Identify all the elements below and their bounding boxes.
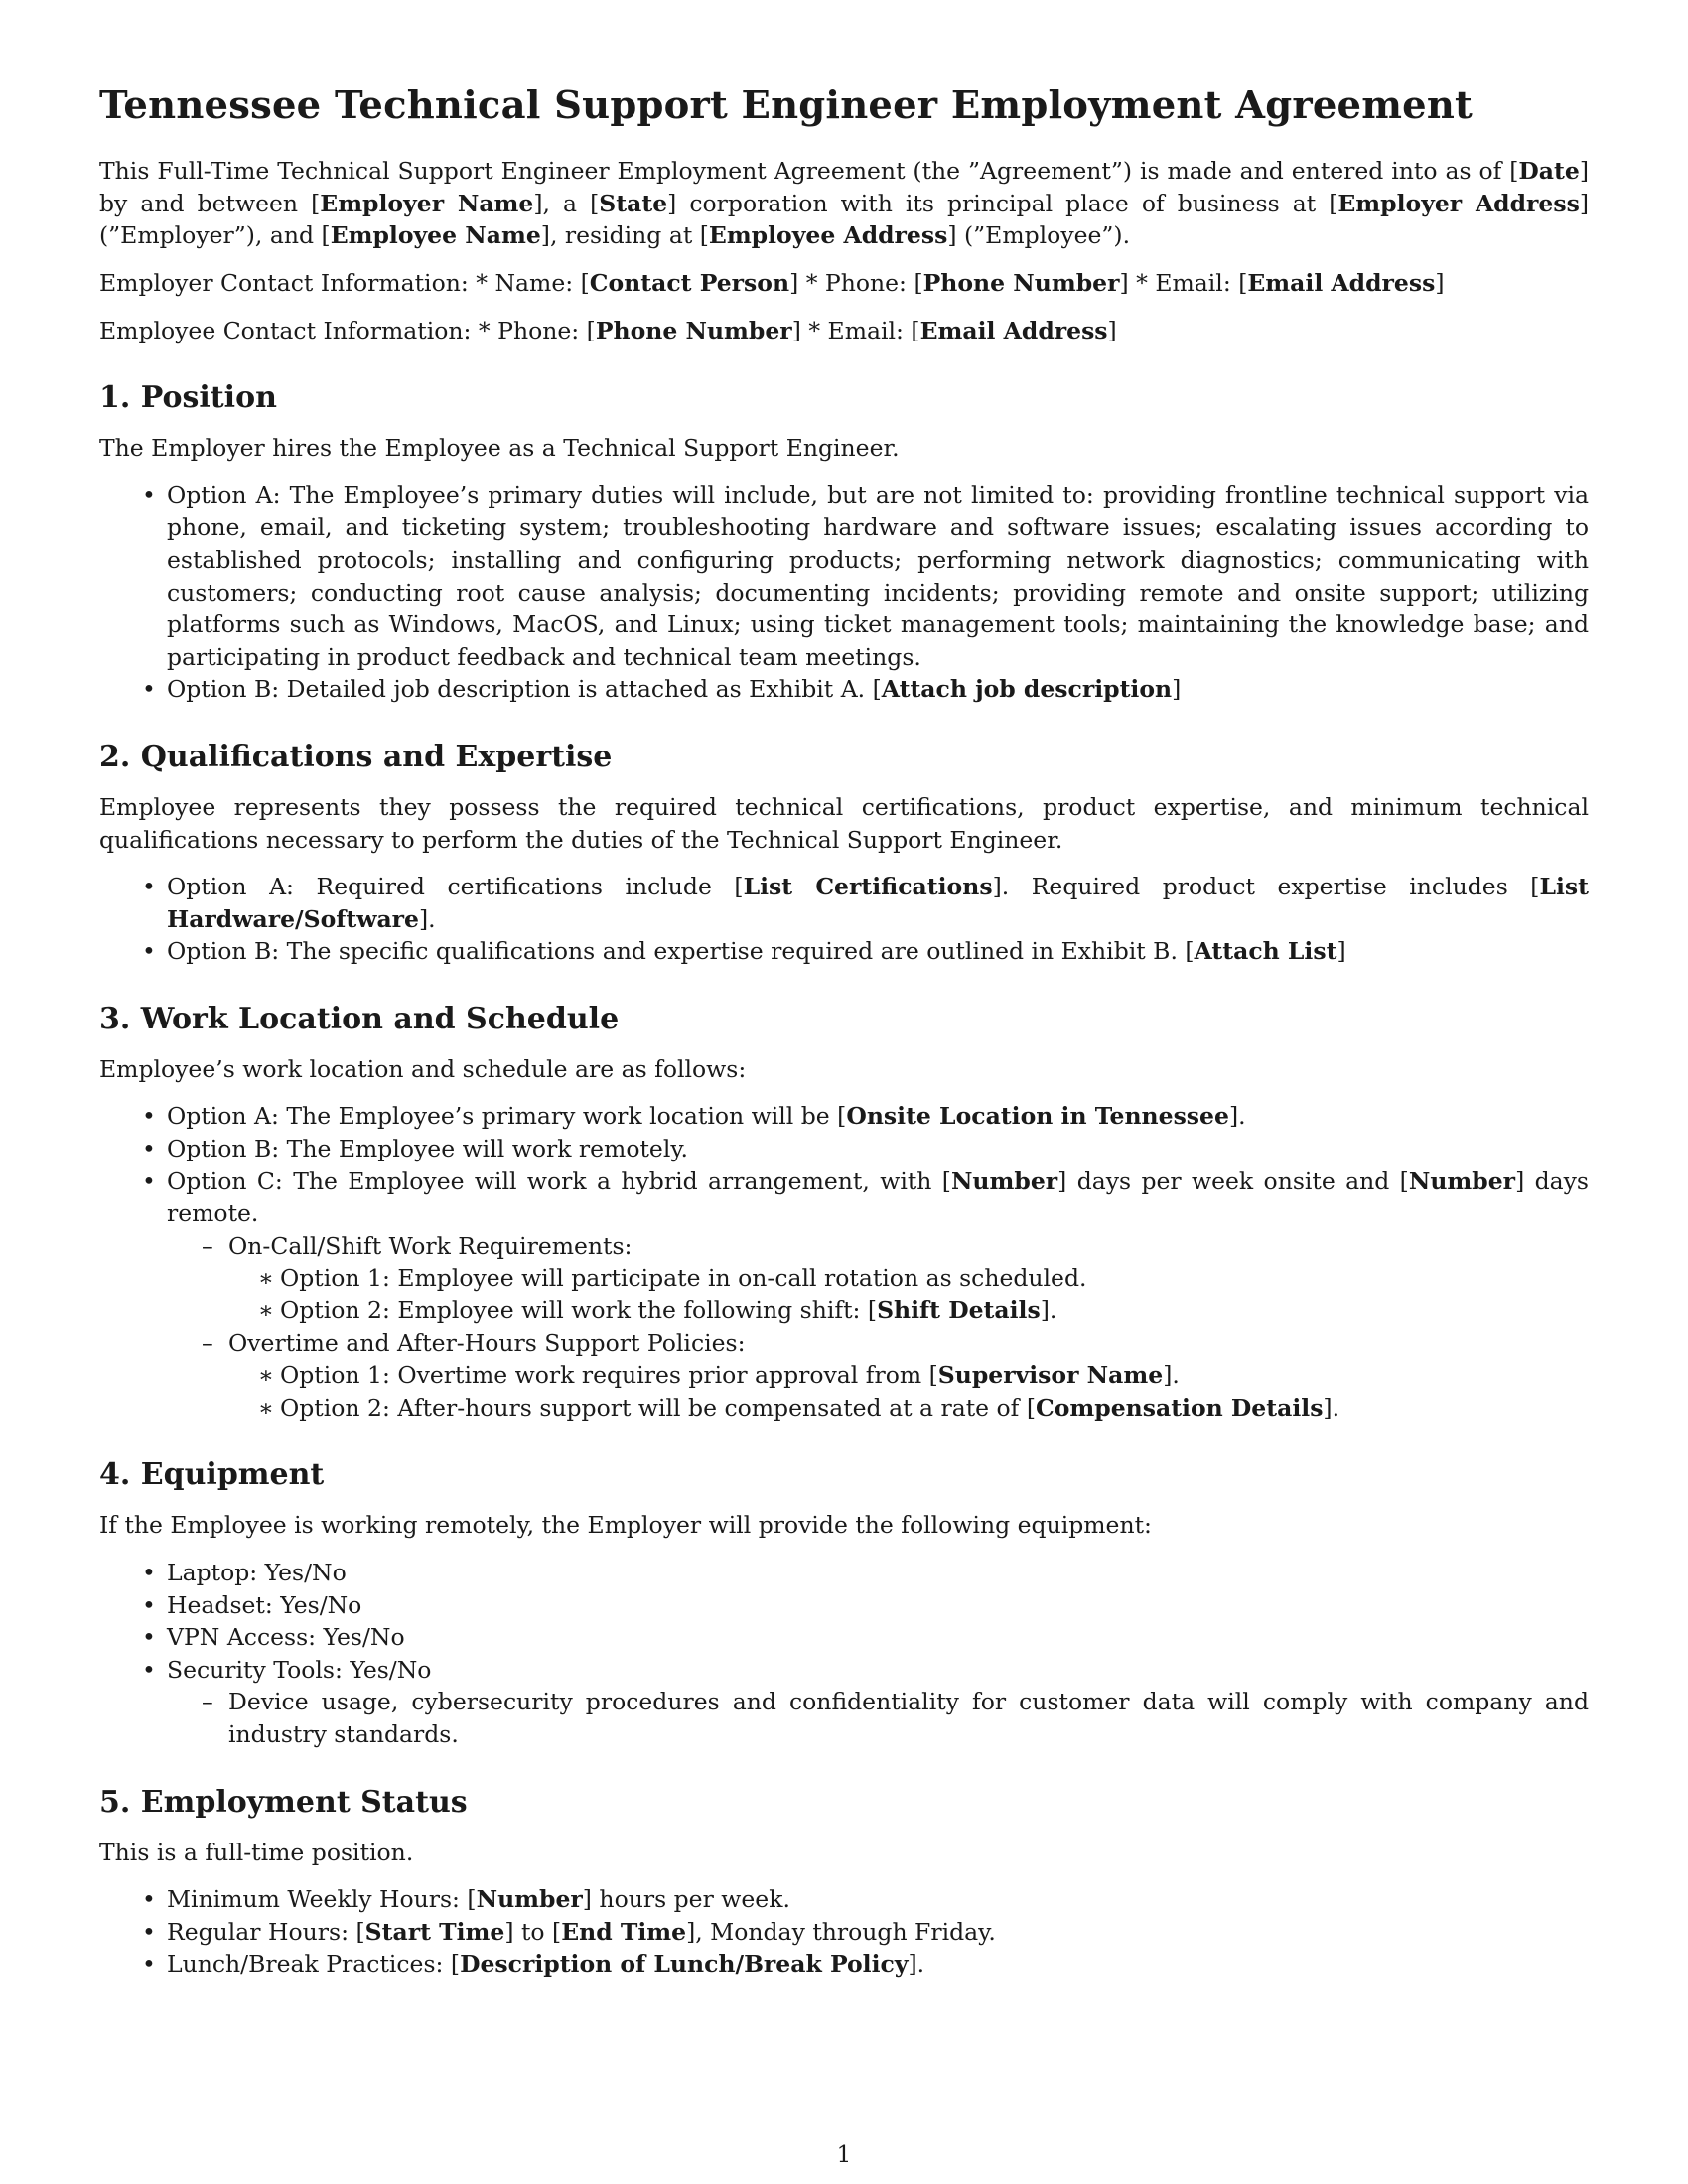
document-page bbox=[99, 83, 1589, 1990]
qualifications-paragraph: Employee represents they possess the required technical certifications, product expertise, and minimum technical qualifications necessary to perform the duties of the Technical Support Engineer. bbox=[99, 792, 1589, 854]
section-heading-qualifications: 2. Qualifications and Expertise bbox=[99, 739, 613, 774]
list-item: • Option C: The Employee will work a hybrid arrangement, with [Number] days per week onsite and [Number] days remote. – On-Call/Shift Work Requirements: ∗ Option 1: Employee will participate in on-call rotation as scheduled. ∗ Option 2: Employee will work the following shift: [Shift Details]. – Overtime and After-Hours Support Policies: ∗ Option 1: Overtime work requires prior approval from [Supervisor Name]. ∗ Option 2: After-hours support will be compensated at a rate of [Compensation Details]. bbox=[99, 1165, 1589, 1425]
section-heading-position: 1. Position bbox=[99, 380, 277, 416]
list-item: • Minimum Weekly Hours: [Number] hours per week. bbox=[99, 1883, 1589, 1916]
list-item: • Option A: The Employee’s primary duties will include, but are not limited to: providing frontline technical support via phone, email, and ticketing system; troubleshooting hardware and software issues; escalating issues according to established protocols; installing and configuring products; performing network diagnostics; communicating with customers; conducting root cause analysis; documenting incidents; providing remote and onsite support; utilizing platforms such as Windows, MacOS, and Linux; using ticket management tools; maintaining the knowledge base; and participating in product feedback and technical team meetings. bbox=[99, 479, 1589, 674]
intro-paragraph: This Full-Time Technical Support Engineer Employment Agreement (the ”Agreement”) is made and entered into as of [Date] by and between [Employer Name], a [State] corporation with its principal place of business at [Employer Address] (”Employer”), and [Employee Name], residing at [Employee Address] (”Employee”). bbox=[99, 157, 1590, 250]
list-item: • Option B: The specific qualifications and expertise required are outlined in Exhibit B. [Attach List] bbox=[99, 935, 1589, 968]
section-heading-employment-status: 5. Employment Status bbox=[99, 1784, 468, 1820]
equipment-paragraph: If the Employee is working remotely, the Employer will provide the following equipment: bbox=[99, 1511, 1152, 1540]
list-item: • Option B: Detailed job description is attached as Exhibit A. [Attach job description] bbox=[99, 673, 1589, 706]
list-item: • Laptop: Yes/No bbox=[99, 1557, 1589, 1589]
qualifications-options-list bbox=[99, 871, 1589, 968]
sub-list bbox=[167, 1686, 1589, 1750]
list-item: • VPN Access: Yes/No bbox=[99, 1621, 1589, 1654]
sub-list bbox=[167, 1230, 1589, 1425]
list-item: – Overtime and After-Hours Support Policies: ∗ Option 1: Overtime work requires prior approval from [Supervisor Name]. ∗ Option 2: After-hours support will be compensated at a rate of [Compensation Details]. bbox=[167, 1327, 1589, 1425]
list-item: • Option A: Required certifications include [List Certifications]. Required product expertise includes [List Hardware/Software]. bbox=[99, 871, 1589, 935]
employment-status-list bbox=[99, 1883, 1589, 1980]
list-item: ∗ Option 2: After-hours support will be compensated at a rate of [Compensation Details]. bbox=[228, 1392, 1589, 1425]
work-location-paragraph: Employee’s work location and schedule are as follows: bbox=[99, 1054, 747, 1083]
document-title: Tennessee Technical Support Engineer Employment Agreement bbox=[99, 83, 1474, 128]
list-item: • Security Tools: Yes/No – Device usage, cybersecurity procedures and confidentiality for customer data will comply with company and industry standards. bbox=[99, 1654, 1589, 1751]
equipment-list bbox=[99, 1557, 1589, 1751]
employment-status-paragraph: This is a full-time position. bbox=[99, 1838, 414, 1866]
list-item: ∗ Option 2: Employee will work the following shift: [Shift Details]. bbox=[228, 1295, 1589, 1327]
position-options-list bbox=[99, 479, 1589, 706]
list-item: • Lunch/Break Practices: [Description of Lunch/Break Policy]. bbox=[99, 1948, 1589, 1980]
employer-contact-info: Employer Contact Information: * Name: [Contact Person] * Phone: [Phone Number] * Email: [Email Address] bbox=[99, 268, 1445, 297]
sub-sub-list bbox=[228, 1262, 1589, 1326]
list-item: – Device usage, cybersecurity procedures and confidentiality for customer data will comply with company and industry standards. bbox=[167, 1686, 1589, 1750]
section-heading-equipment: 4. Equipment bbox=[99, 1457, 325, 1493]
position-paragraph: The Employer hires the Employee as a Technical Support Engineer. bbox=[99, 434, 900, 463]
list-item: – On-Call/Shift Work Requirements: ∗ Option 1: Employee will participate in on-call rotation as scheduled. ∗ Option 2: Employee will work the following shift: [Shift Details]. bbox=[167, 1230, 1589, 1327]
page-number: 1 bbox=[836, 2142, 852, 2168]
list-item: ∗ Option 1: Employee will participate in on-call rotation as scheduled. bbox=[228, 1262, 1589, 1295]
employee-contact-info: Employee Contact Information: * Phone: [Phone Number] * Email: [Email Address] bbox=[99, 316, 1117, 344]
sub-sub-list bbox=[228, 1359, 1589, 1424]
list-item: • Regular Hours: [Start Time] to [End Time], Monday through Friday. bbox=[99, 1916, 1589, 1949]
list-item: • Option A: The Employee’s primary work location will be [Onsite Location in Tennessee]. bbox=[99, 1100, 1589, 1133]
work-location-options-list bbox=[99, 1100, 1589, 1424]
list-item: • Headset: Yes/No bbox=[99, 1589, 1589, 1622]
list-item: • Option B: The Employee will work remotely. bbox=[99, 1133, 1589, 1165]
list-item: ∗ Option 1: Overtime work requires prior approval from [Supervisor Name]. bbox=[228, 1359, 1589, 1392]
section-heading-work-location: 3. Work Location and Schedule bbox=[99, 1001, 620, 1036]
